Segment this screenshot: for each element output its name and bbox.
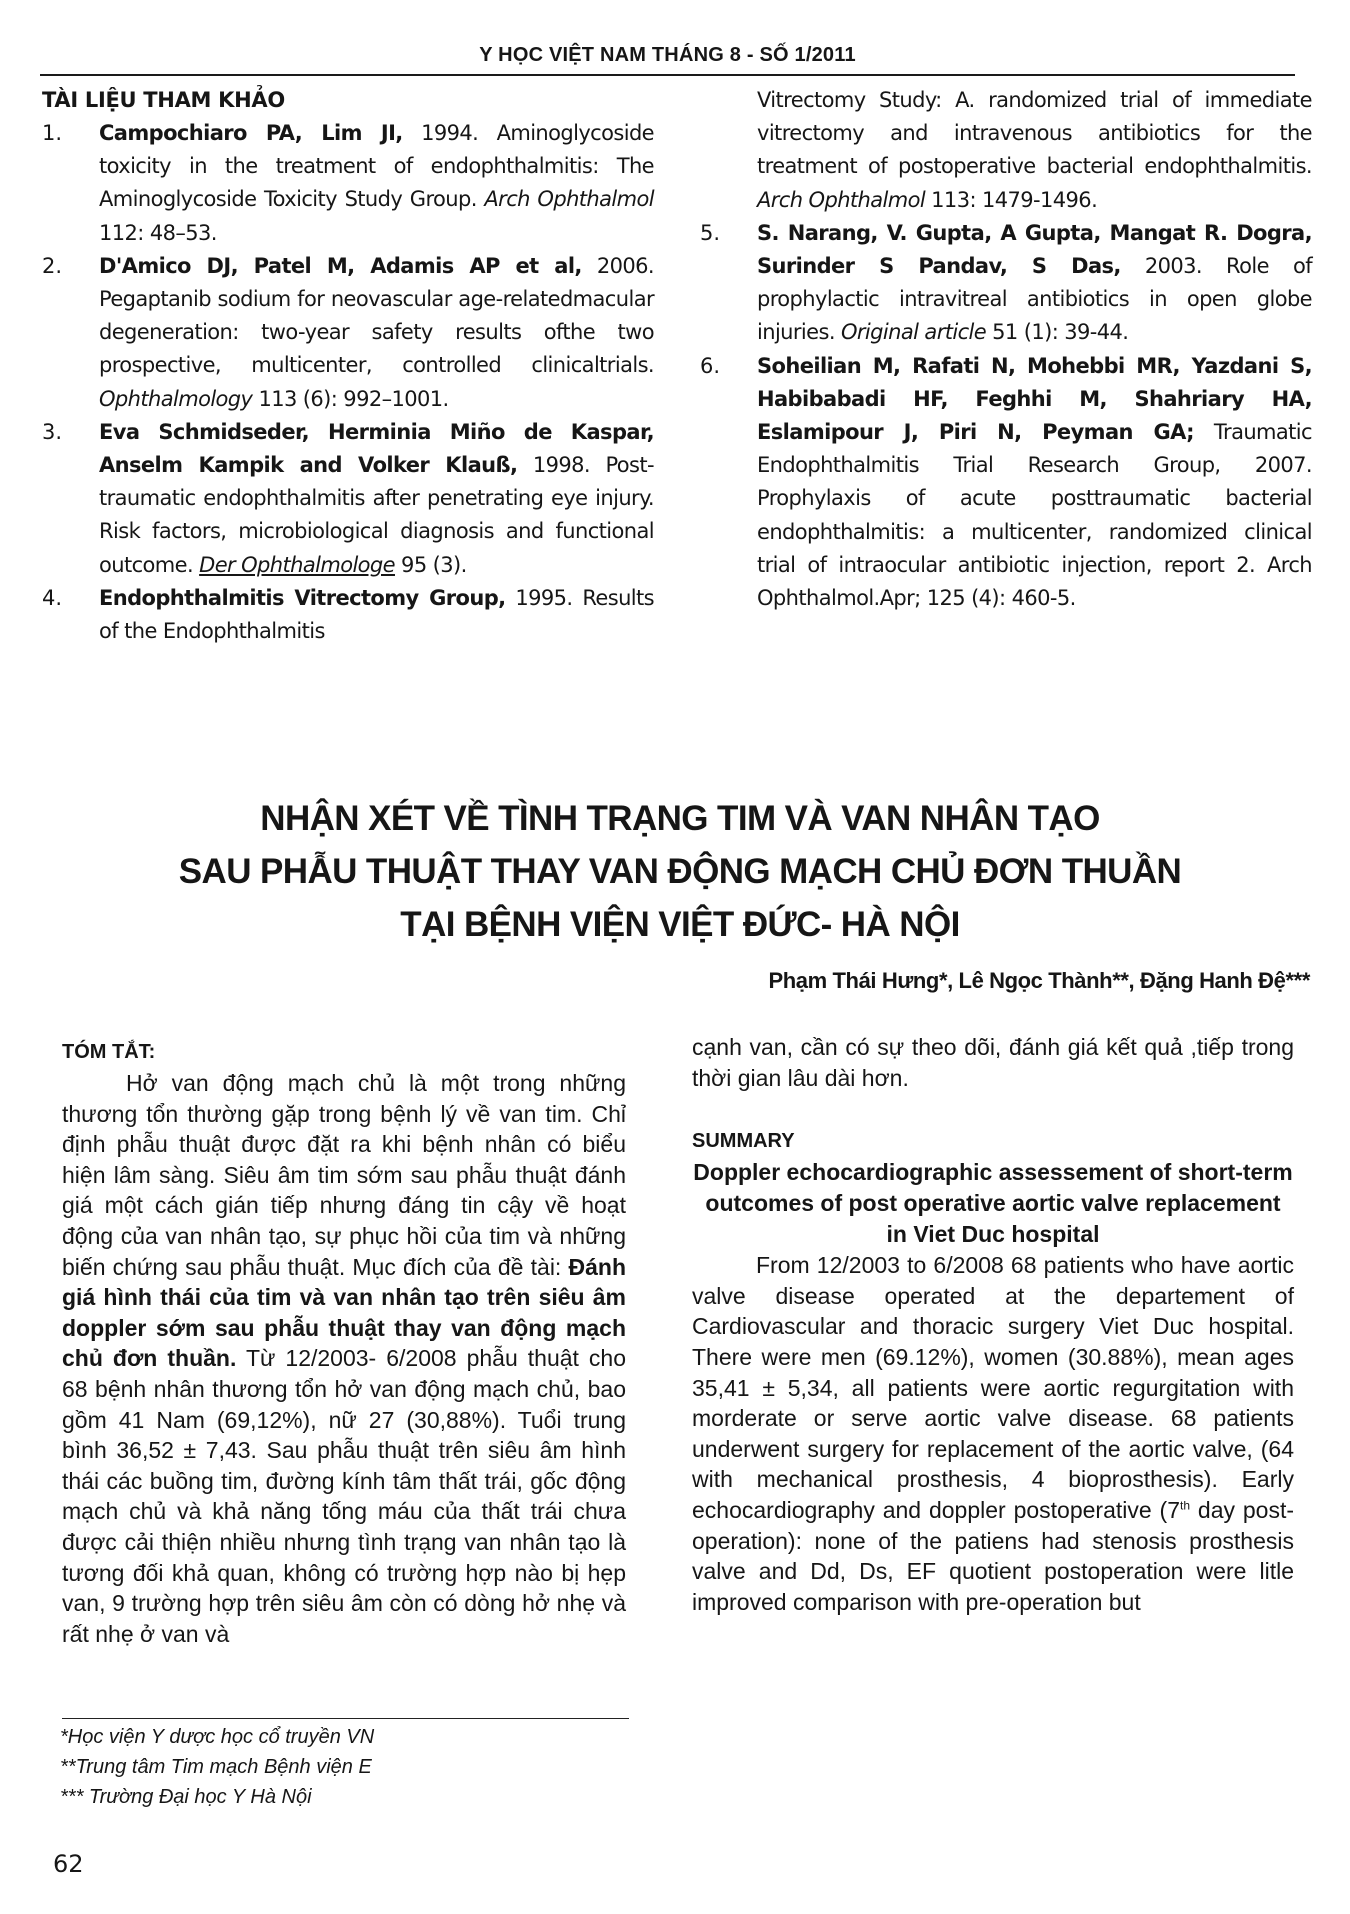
- reference-number: 5.: [700, 220, 721, 245]
- reference-text: D'Amico DJ, Patel M, Adamis AP et al, 2006. Pegaptanib sodium for neovascular age-relatedmacular degeneration: two-year safety results ofthe two prospective, multicenter, controlled clinicaltrials. Ophthalmology 113 (6): 992–1001.: [99, 253, 654, 411]
- reference-authors: Campochiaro PA, Lim JI,: [99, 121, 403, 145]
- study-objective: Đánh giá hình thái của tim và van nhân tạo trên siêu âm doppler sớm sau phẫu thuật thay van động mạch chủ đơn thuần.: [62, 1253, 626, 1372]
- reference-journal: Arch Ophthalmol: [757, 187, 926, 212]
- reference-item: [42, 250, 654, 416]
- reference-number: 1.: [42, 121, 63, 145]
- reference-authors: Eva Schmidseder, Herminia Miño de Kaspar, Anselm Kampik and Volker Klauß,: [99, 419, 654, 478]
- reference-journal-link[interactable]: Der Ophthalmologe: [199, 552, 395, 577]
- abstract-paragraph: Hở van động mạch chủ là một trong những thương tổn thường gặp trong bệnh lý về van tim. Chỉ định phẫu thuật được đặt ra khi bệnh nhân có biểu hiện lâm sàng. Siêu âm tim sớm sau phẫu thuật đánh giá một cách gián tiếp nhưng đáng tin cậy về hoạt động của van nhân tạo, sự phục hồi của tim và những biến chứng sau phẫu thuật. Mục đích của đề tài: Đánh giá hình thái của tim và van nhân tạo trên siêu âm doppler sớm sau phẫu thuật thay van động mạch chủ đơn thuần. Từ 12/2003- 6/2008 phẫu thuật cho 68 bệnh nhân thương tổn hở van động mạch chủ, bao gồm 41 Nam (69,12%), nữ 27 (30,88%). Tuổi trung bình 36,52 ± 7,43. Sau phẫu thuật trên siêu âm hình thái các buồng tim, đường kính tâm thất trái, gốc động mạch chủ và khả năng tống máu của thất trái chưa được cải thiện nhiều nhưng tình trạng van nhân tạo là tương đối khả quan, không có trường hợp nào bị hẹp van, 9 trường hợp trên siêu âm còn có dòng hở nhẹ và rất nhẹ ở van và: [62, 1070, 627, 1647]
- summary-paragraph: From 12/2003 to 6/2008 68 patients who have aortic valve disease operated at the departement of Cardiovascular and thoracic surgery Viet Duc hospital. There were men (69.12%), women (30.88%), mean ages 35,41 ± 5,34, all patients were aortic regurgitation with morderate or serve aortic valve disease. 68 patients underwent surgery for replacement of the aortic valve, (64 with mechanical prosthesis, 4 bioprosthesis). Early echocardiography and doppler postoperative (7th day post-operation): none of the patiens had stenosis prosthesis valve and Dd, Ds, EF quotient postoperation were litle improved comparison with pre-operation but: [692, 1252, 1295, 1615]
- reference-text: Endophthalmitis Vitrectomy Group, 1995. Results of the Endophthalmitis: [99, 585, 654, 644]
- reference-journal: Ophthalmology: [99, 386, 253, 411]
- reference-journal: Arch Ophthalmol: [484, 187, 654, 212]
- reference-authors: D'Amico DJ, Patel M, Adamis AP et al,: [99, 253, 582, 278]
- reference-item: [42, 416, 654, 582]
- summary-heading: SUMMARY: [692, 1130, 795, 1153]
- reference-number: 6.: [700, 353, 721, 378]
- article-title-line: TẠI BỆNH VIỆN VIỆT ĐỨC- HÀ NỘI: [400, 905, 960, 944]
- abstract-heading: TÓM TẮT:: [62, 1041, 156, 1063]
- article-title: [60, 792, 1300, 951]
- reference-continuation: Vitrectomy Study: A. randomized trial of immediate vitrectomy and intravenous antibiotics for the treatment of postoperative bacterial endophthalmitis. Arch Ophthalmol 113: 1479-1496.: [757, 88, 1312, 212]
- footnote-divider: [62, 1718, 629, 1719]
- reference-number: 4.: [42, 585, 63, 610]
- summary-title: Doppler echocardiographic assessement of short-term outcomes of post operative aortic valve replacement in Viet Duc hospital: [693, 1159, 1293, 1248]
- running-header: [40, 40, 1295, 76]
- article-title-line: NHẬN XÉT VỀ TÌNH TRẠNG TIM VÀ VAN NHÂN TẠO: [260, 799, 1100, 838]
- footnote-affiliation: **Trung tâm Tim mạch Bệnh viện E: [60, 1756, 372, 1778]
- footnote-affiliation: *Học viện Y dược học cổ truyền VN: [60, 1726, 375, 1748]
- references-heading: TÀI LIỆU THAM KHẢO: [42, 88, 285, 112]
- reference-item: [42, 582, 654, 648]
- reference-authors: Soheilian M, Rafati N, Mohebbi MR, Yazdani S, Habibabadi HF, Feghhi M, Shahriary HA, Eslamipour J, Piri N, Peyman GA;: [757, 353, 1312, 445]
- reference-number: 2.: [42, 253, 63, 278]
- reference-item: [700, 217, 1312, 350]
- journal-issue-title: Y HỌC VIỆT NAM THÁNG 8 - SỐ 1/2011: [479, 44, 856, 66]
- reference-authors: Endophthalmitis Vitrectomy Group,: [99, 585, 506, 610]
- reference-text: Soheilian M, Rafati N, Mohebbi MR, Yazdani S, Habibabadi HF, Feghhi M, Shahriary HA, Eslamipour J, Piri N, Peyman GA; Traumatic Endophthalmitis Trial Research Group, 2007. Prophylaxis of acute posttraumatic bacterial endophthalmitis: a multicenter, randomized clinical trial of intraocular antibiotic injection, report 2. Arch Ophthalmol.Apr; 125 (4): 460-5.: [757, 353, 1312, 611]
- reference-journal: Original article: [840, 320, 987, 345]
- abstract-continuation-and-summary: [692, 1032, 1294, 1617]
- abstract-paragraph-continued: cạnh van, cần có sự theo dõi, đánh giá kết quả ,tiếp trong thời gian lâu dài hơn.: [692, 1034, 1294, 1091]
- references-column-left: [42, 84, 654, 648]
- footnote-affiliation: *** Trường Đại học Y Hà Nội: [60, 1786, 312, 1808]
- reference-text: S. Narang, V. Gupta, A Gupta, Mangat R. Dogra, Surinder S Pandav, S Das, 2003. Role of prophylactic intravitreal antibiotics in open globe injuries. Original article 51 (1): 39-44.: [757, 220, 1312, 345]
- reference-item: [42, 117, 654, 250]
- footnotes: [60, 1722, 374, 1812]
- reference-authors: S. Narang, V. Gupta, A Gupta, Mangat R. Dogra, Surinder S Pandav, S Das,: [757, 220, 1312, 279]
- abstract-vietnamese: [62, 1036, 626, 1649]
- reference-number: 3.: [42, 419, 63, 444]
- superscript: th: [1180, 1498, 1191, 1513]
- page-number: 62: [53, 1850, 84, 1878]
- article-authors: Phạm Thái Hưng*, Lê Ngọc Thành**, Đặng Hanh Đệ***: [768, 968, 1310, 993]
- reference-item: [700, 350, 1312, 616]
- reference-text: Campochiaro PA, Lim JI, 1994. Aminoglycoside toxicity in the treatment of endophthalmitis: The Aminoglycoside Toxicity Study Group. Arch Ophthalmol 112: 48–53.: [99, 121, 654, 245]
- article-title-line: SAU PHẪU THUẬT THAY VAN ĐỘNG MẠCH CHỦ ĐƠN THUẦN: [178, 852, 1182, 891]
- reference-text: Eva Schmidseder, Herminia Miño de Kaspar, Anselm Kampik and Volker Klauß, 1998. Post-traumatic endophthalmitis after penetrating eye injury. Risk factors, microbiological diagnosis and functional outcome. Der Ophthalmologe 95 (3).: [99, 419, 654, 577]
- references-column-right: [700, 84, 1312, 615]
